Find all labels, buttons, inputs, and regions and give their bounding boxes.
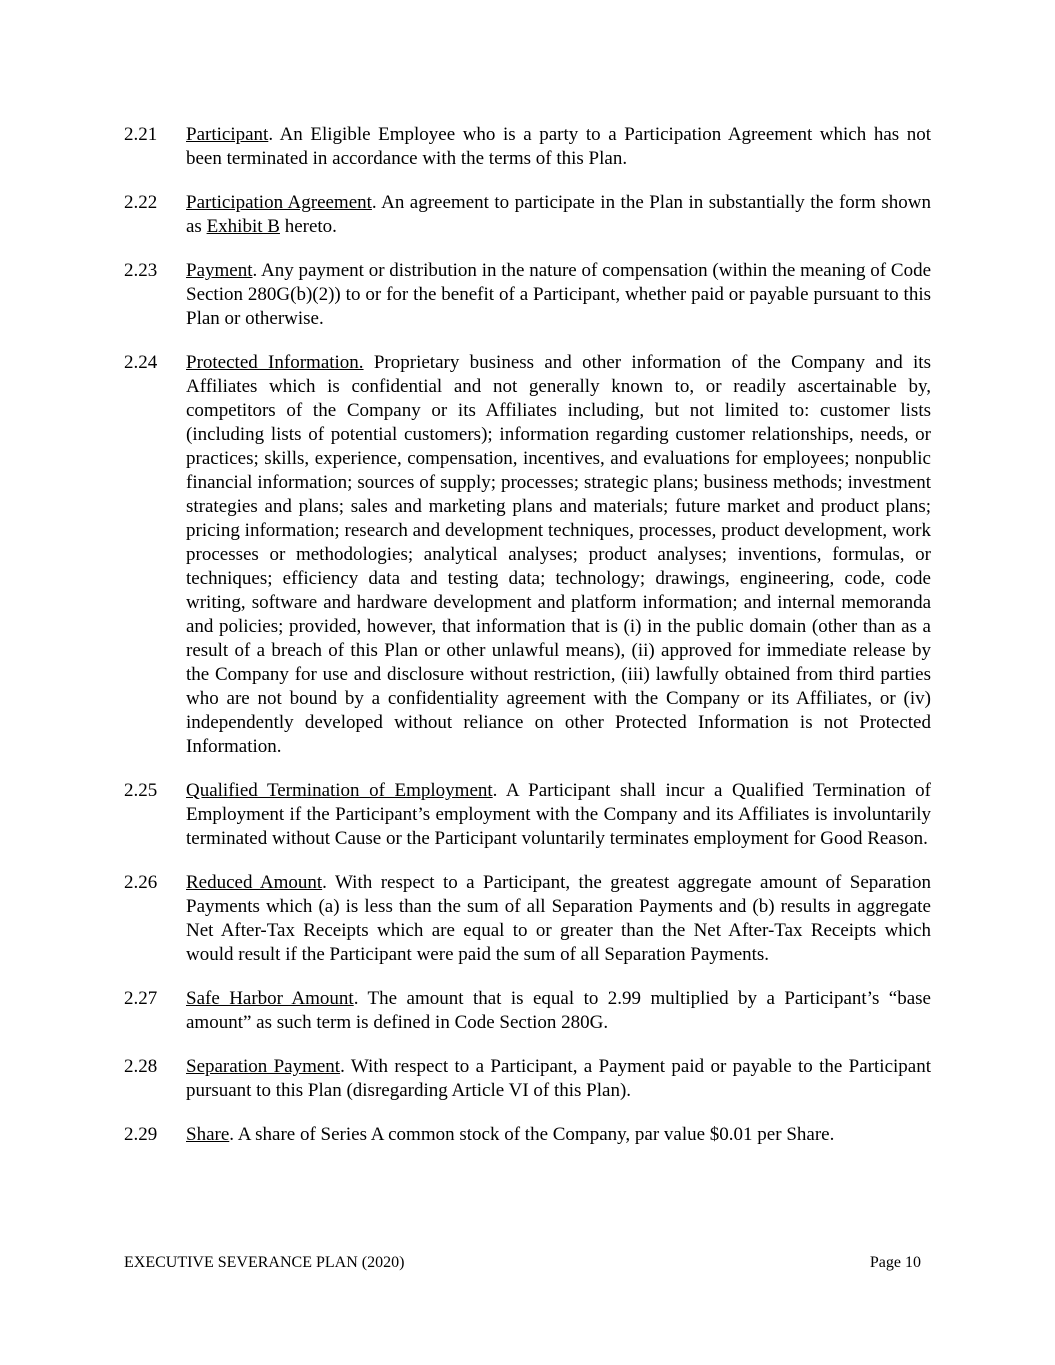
definition-2-29 (124, 1123, 931, 1147)
definition-text (186, 1055, 931, 1103)
definition-body: . A share of Series A common stock of the Company, par value $0.01 per Share. (229, 1124, 835, 1145)
defined-term: Payment (186, 260, 253, 281)
defined-term: Protected Information. (186, 352, 364, 373)
definitions-list (124, 123, 931, 1167)
definition-2-25 (124, 779, 931, 851)
definition-body: . An Eligible Employee who is a party to a Participation Agreement which has not been terminated in accordance with the terms of this Plan. (186, 124, 931, 169)
definition-2-26 (124, 871, 931, 967)
defined-term: Qualified Termination of Employment (186, 780, 493, 801)
section-number: 2.26 (124, 872, 158, 893)
definition-body: Proprietary business and other information of the Company and its Affiliates which is confidential and not generally known to, or readily ascertainable by, competitors of the Company or its Affiliates including, but not limited to: customer lists (including lists of potential customers); information regarding customer relationships, needs, or practices; skills, experience, compensation, incentives, and evaluations for employees; nonpublic financial information; sources of supply; processes; strategic plans; business methods; investment strategies and plans; sales and marketing plans and materials; future market and product plans; pricing information; research and development techniques, processes, product development, work processes or methodologies; analytical analyses; product analyses; inventions, formulas, or techniques; efficiency data and testing data; technology; drawings, engineering, code, code writing, software and hardware development and platform information; and internal memoranda and policies; provided, however, that information that is (i) in the public domain (other than as a result of a breach of this Plan or other unlawful means), (ii) approved for immediate release by the Company for use and disclosure without restriction, (iii) lawfully obtained from third parties who are not bound by a confidentiality agreement with the Company or its Affiliates, or (iv) independently developed without reliance on other Protected Information is not Protected Information. (186, 352, 931, 757)
section-number: 2.24 (124, 352, 158, 373)
definition-text (186, 987, 931, 1035)
defined-term: Reduced Amount (186, 872, 323, 893)
defined-term: Participant (186, 124, 269, 145)
page-number: Page 10 (869, 1254, 921, 1271)
page-footer (124, 1253, 921, 1273)
definition-body: . With respect to a Participant, the greatest aggregate amount of Separation Payments which (a) is less than the sum of all Separation Payments and (b) results in aggregate Net After-Tax Receipts which are equal to or greater than the Net After-Tax Receipts which would result if the Participant were paid the sum of all Separation Payments. (186, 872, 932, 965)
section-number: 2.21 (124, 124, 158, 145)
section-number: 2.25 (124, 780, 158, 801)
definition-text (186, 259, 931, 331)
exhibit-reference: Exhibit B (206, 216, 280, 237)
footer-title: EXECUTIVE SEVERANCE PLAN (2020) (124, 1254, 405, 1271)
definition-2-24 (124, 351, 931, 759)
definition-body: . With respect to a Participant, a Payment paid or payable to the Participant pursuant to this Plan (disregarding Article VI of this Plan). (186, 1056, 931, 1101)
definition-text (186, 351, 931, 759)
section-number: 2.23 (124, 260, 158, 281)
section-number: 2.27 (124, 988, 158, 1009)
definition-text (186, 191, 931, 239)
defined-term: Participation Agreement (186, 192, 372, 213)
definition-2-22 (124, 191, 931, 239)
definition-2-28 (124, 1055, 931, 1103)
definition-body: . The amount that is equal to 2.99 multiplied by a Participant’s “base amount” as such term is defined in Code Section 280G. (186, 988, 931, 1033)
definition-body: . A Participant shall incur a Qualified Termination of Employment if the Participant’s employment with the Company and its Affiliates is involuntarily terminated without Cause or the Participant voluntarily terminates employment for Good Reason. (186, 780, 931, 849)
definition-2-23 (124, 259, 931, 331)
defined-term: Share (186, 1124, 230, 1145)
definition-text (186, 1123, 931, 1147)
defined-term: Safe Harbor Amount (186, 988, 354, 1009)
definition-2-27 (124, 987, 931, 1035)
section-number: 2.22 (124, 192, 158, 213)
definition-text (186, 123, 931, 171)
definition-body: . Any payment or distribution in the nature of compensation (within the meaning of Code Section 280G(b)(2)) to or for the benefit of a Participant, whether paid or payable pursuant to this Plan or otherwise. (186, 260, 931, 329)
definition-body: . An agreement to participate in the Plan in substantially the form shown as (186, 192, 931, 237)
section-number: 2.28 (124, 1056, 158, 1077)
definition-body-end: hereto. (279, 216, 337, 237)
definition-2-21 (124, 123, 931, 171)
definition-text (186, 871, 931, 967)
section-number: 2.29 (124, 1124, 158, 1145)
defined-term: Separation Payment (186, 1056, 341, 1077)
definition-text (186, 779, 931, 851)
